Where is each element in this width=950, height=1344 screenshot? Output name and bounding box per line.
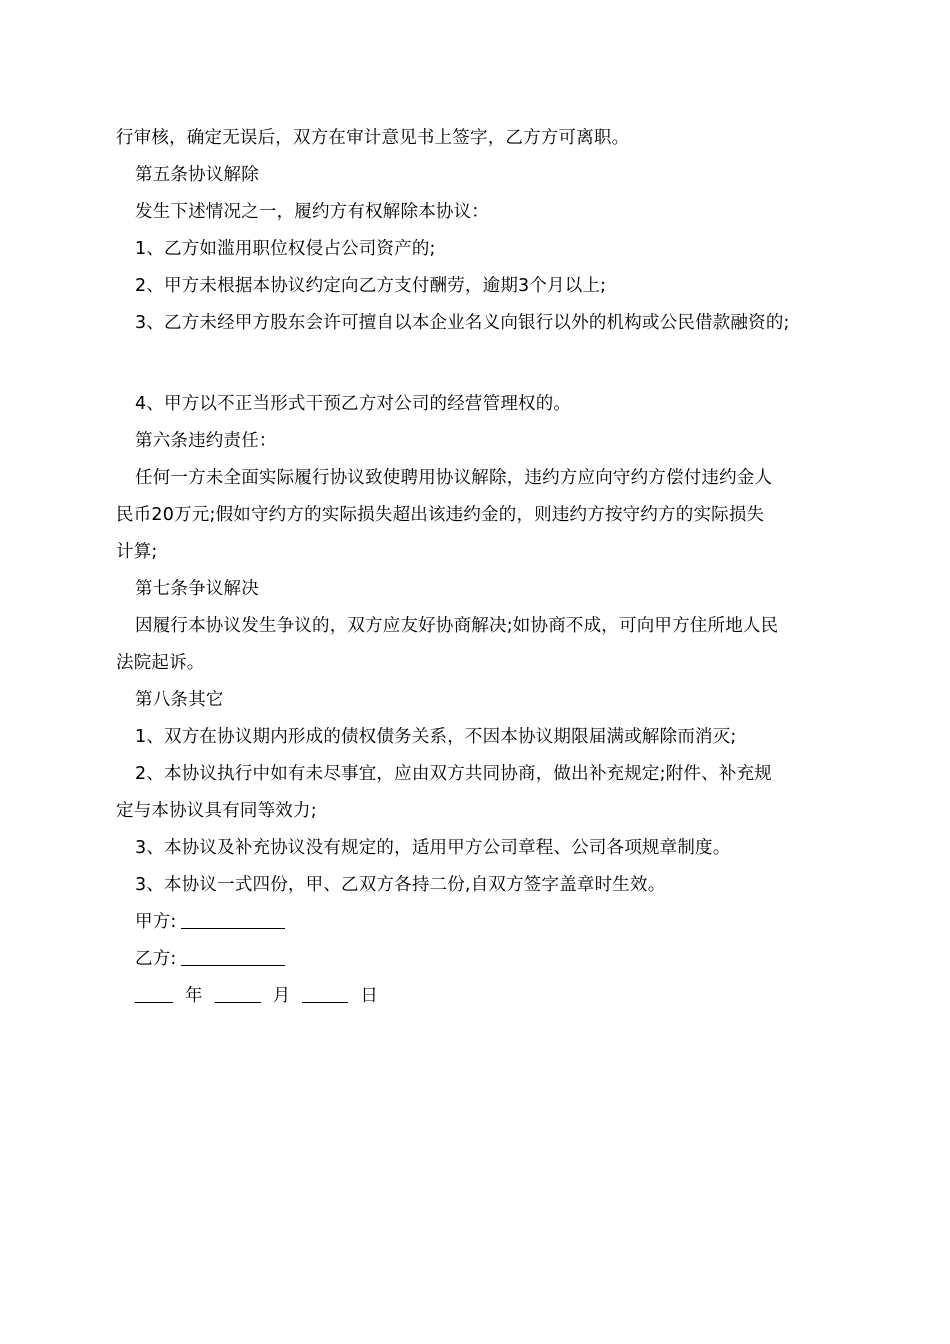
signature-party-a <box>116 904 846 941</box>
list-item: 4、甲方以不正当形式干预乙方对公司的经营管理权的。 <box>135 394 572 414</box>
day-label: 日 <box>360 986 379 1006</box>
text-line: 发生下述情况之一，履约方有权解除本协议： <box>135 202 489 222</box>
text-line: 任何一方未全面实际履行协议致使聘用协议解除，违约方应向守约方偿付违约金人 <box>135 468 773 488</box>
signature-party-b <box>116 941 846 978</box>
party-a-label: 甲方: <box>135 912 177 932</box>
blank-gap <box>116 342 846 386</box>
text-line: 民币20万元;假如守约方的实际损失超出该违约金的，则违约方按守约方的实际损失 <box>116 505 765 525</box>
month-blank <box>215 984 261 1003</box>
list-item: 3、本协议及补充协议没有规定的，适用甲方公司章程、公司各项规章制度。 <box>135 838 731 858</box>
signature-date <box>116 978 846 1015</box>
party-a-signature-blank <box>181 910 285 929</box>
text-line: 法院起诉。 <box>116 653 205 673</box>
section-heading-dispute: 第七条争议解决 <box>135 579 259 599</box>
list-item: 2、本协议执行中如有未尽事宜，应由双方共同协商，做出补充规定;附件、补充规 <box>135 764 772 784</box>
text-line: 行审核，确定无误后，双方在审计意见书上签字，乙方方可离职。 <box>116 128 630 148</box>
section-heading-termination: 第五条协议解除 <box>135 165 259 185</box>
list-item: 2、甲方未根据本协议约定向乙方支付酬劳，逾期3个月以上; <box>135 276 607 296</box>
party-b-signature-blank <box>181 947 285 966</box>
section-heading-other: 第八条其它 <box>135 690 224 710</box>
month-label: 月 <box>272 986 291 1006</box>
day-blank <box>302 984 348 1003</box>
party-b-label: 乙方: <box>135 949 177 969</box>
text-line: 计算; <box>116 542 158 562</box>
text-line: 因履行本协议发生争议的，双方应友好协商解决;如协商不成，可向甲方住所地人民 <box>135 616 779 636</box>
list-item: 3、本协议一式四份，甲、乙双方各持二份,自双方签字盖章时生效。 <box>135 875 666 895</box>
section-heading-liability: 第六条违约责任： <box>135 431 277 451</box>
text-line: 定与本协议具有同等效力; <box>116 801 317 821</box>
list-item: 1、双方在协议期内形成的债权债务关系，不因本协议期限届满或解除而消灭; <box>135 727 737 747</box>
year-blank <box>135 984 173 1003</box>
list-item: 1、乙方如滥用职位权侵占公司资产的; <box>135 239 436 259</box>
year-label: 年 <box>185 986 203 1006</box>
agreement-text <box>116 120 846 1015</box>
list-item: 3、乙方未经甲方股东会许可擅自以本企业名义向银行以外的机构或公民借款融资的; <box>135 313 790 333</box>
